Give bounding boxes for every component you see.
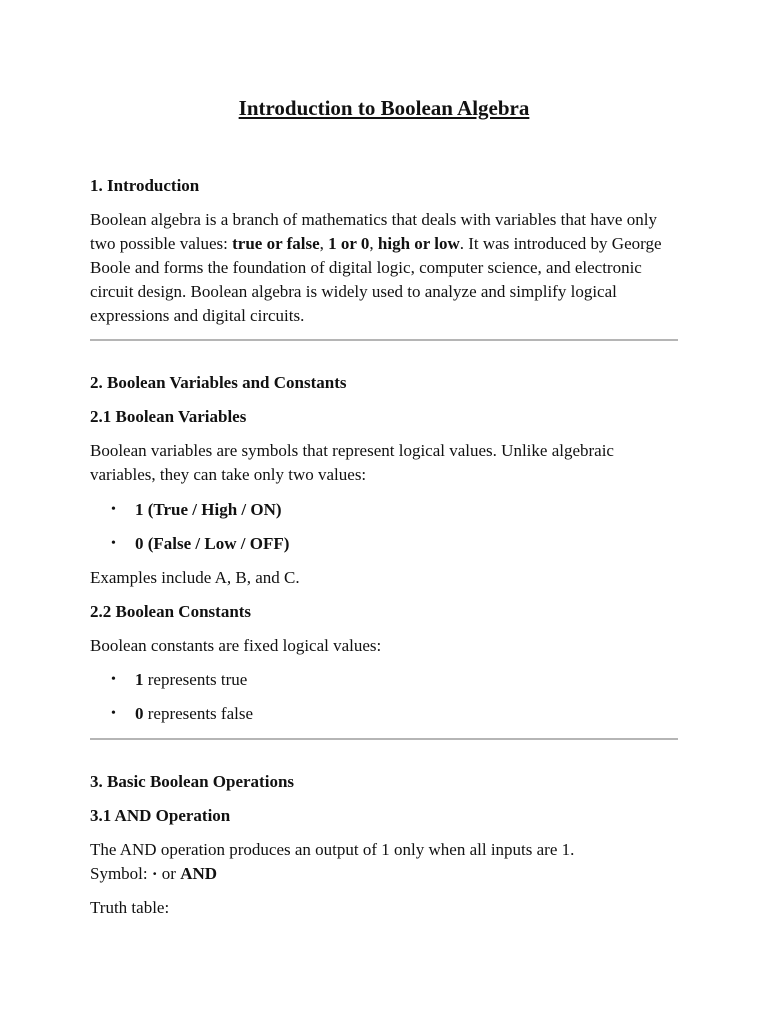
list-item-text: represents true [143,670,248,689]
examples-paragraph-block [90,566,680,590]
list-item [90,668,680,692]
subsection-heading: 2.1 Boolean Variables [90,407,247,426]
and-paragraph [90,838,680,886]
symbol-and: AND [180,864,218,883]
section-heading: 2. Boolean Variables and Constants [90,373,347,392]
subsection-heading: 2.2 Boolean Constants [90,602,252,621]
subsection-heading: 3.1 AND Operation [90,806,231,825]
section-heading: 3. Basic Boolean Operations [90,772,295,791]
list-item-text: 0 (False / Low / OFF) [135,534,290,553]
intro-bold-high-low: high or low [377,234,460,253]
intro-bold-true-false: true or false [232,234,320,253]
section-divider [90,339,678,341]
section-heading: 1. Introduction [90,176,200,195]
intro-paragraph [90,208,680,328]
document-title: Introduction to Boolean Algebra [238,96,530,120]
constants-paragraph-block [90,634,680,658]
list-item-bold: 1 [135,670,144,689]
and-description: The AND operation produces an output of 1 only when all inputs are 1. [90,840,575,859]
symbol-prefix: Symbol: [90,864,152,883]
symbol-dot: · [151,864,158,883]
section-variables-constants [90,371,680,395]
constants-paragraph: Boolean constants are fixed logical values: [90,636,382,655]
variables-paragraph-block [90,439,680,487]
variables-list [90,498,680,522]
subsection-boolean-constants [90,600,680,624]
intro-text-end: . It was introduced by George Boole and forms the foundation of digital logic, computer science, and electronic circuit design. Boolean algebra is widely used to analyze and simplify logical expressions and digital circuits. [90,234,662,325]
intro-separator: , [369,234,378,253]
intro-bold-1-0: 1 or 0 [328,234,370,253]
and-paragraph-block [90,838,680,886]
constants-list [90,702,680,726]
list-item-bold: 0 [135,704,144,723]
variables-list [90,532,680,556]
examples-paragraph: Examples include A, B, and C. [90,568,300,587]
subsection-boolean-variables [90,405,680,429]
variables-paragraph: Boolean variables are symbols that represent logical values. Unlike algebraic variables, they can take only two values: [90,441,614,484]
symbol-or: or [157,864,181,883]
list-item [90,702,680,726]
list-item [90,498,680,522]
intro-separator: , [319,234,329,253]
constants-list [90,668,680,692]
subsection-and-operation [90,804,680,828]
list-item-text: represents false [143,704,254,723]
list-item [90,532,680,556]
intro-text-start: Boolean algebra is a branch of mathematics that deals with variables that have only two possible values: [90,210,657,253]
intro-paragraph-block [90,208,680,328]
list-item-text: 1 (True / High / ON) [135,500,282,519]
truth-table-label: Truth table: [90,898,170,917]
truth-table-label-block [90,896,680,920]
section-divider [90,738,678,740]
section-basic-operations [90,770,680,794]
section-introduction [90,174,680,198]
